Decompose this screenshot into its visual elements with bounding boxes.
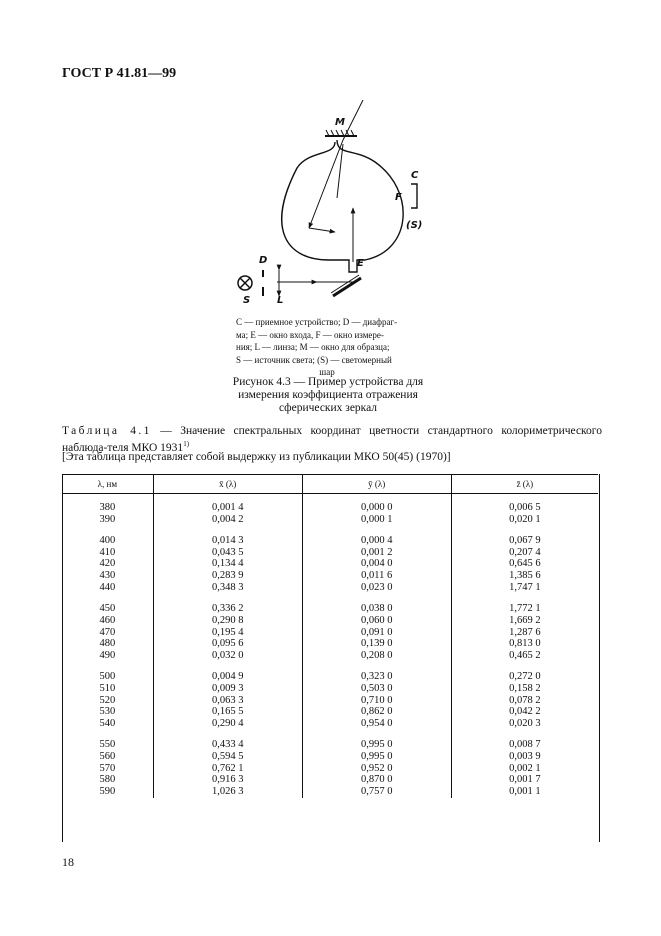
table-cell: 0,433 4 <box>153 739 302 751</box>
table-cell: 0,134 4 <box>153 558 302 570</box>
label-s: S <box>243 295 251 305</box>
table-cell: 0,003 9 <box>451 751 598 763</box>
label-d: D <box>259 255 268 266</box>
table-cell: 550 <box>99 739 116 751</box>
table-caption-text: — Значение спектральных координат цветности стандартного колориметрического наблюда-теля МКО 1931 <box>62 425 602 454</box>
table-cell: 0,208 0 <box>302 650 451 662</box>
table-row <box>62 763 598 775</box>
table-cell: 0,165 5 <box>153 706 302 718</box>
table-cell: 570 <box>99 762 116 774</box>
label-s-sphere: (S) <box>406 220 423 231</box>
table-cell: 380 <box>99 502 116 513</box>
table-cell: 0,762 1 <box>153 763 302 775</box>
table-row <box>62 695 598 707</box>
table-cell: 0,465 2 <box>451 650 598 662</box>
cie-table <box>62 474 598 798</box>
table-cell: 0,195 4 <box>153 627 302 639</box>
table-cell: 0,063 3 <box>153 695 302 707</box>
table-cell: 0,158 2 <box>451 683 598 695</box>
table-cell: 560 <box>99 751 116 763</box>
table-cell: 0,503 0 <box>302 683 451 695</box>
table-cell: 450 <box>99 603 116 615</box>
group-gap <box>62 662 598 672</box>
table-cell: 0,000 4 <box>302 535 451 547</box>
legend-line: ния; L — линза; M — окно для образца; <box>236 342 390 352</box>
table-cell: 420 <box>99 558 116 570</box>
table-cell: 0,283 9 <box>153 570 302 582</box>
table-row <box>62 718 598 730</box>
table-cell: 0,001 2 <box>302 547 451 559</box>
table-cell: 0,290 8 <box>153 615 302 627</box>
light-source <box>238 276 252 290</box>
table-cell: 410 <box>99 546 116 558</box>
table-cell: 0,862 0 <box>302 706 451 718</box>
table-cell: 0,004 0 <box>302 558 451 570</box>
table-row <box>62 706 598 718</box>
table-row <box>62 786 598 798</box>
table-row <box>62 570 598 582</box>
table-cell: 0,336 2 <box>153 603 302 615</box>
table-label: Таблица 4.1 <box>62 425 152 437</box>
label-c: C <box>411 170 419 181</box>
table-cell: 0,916 3 <box>153 774 302 786</box>
label-m: M <box>335 117 345 128</box>
table-cell: 590 <box>99 786 116 798</box>
table-cell: 540 <box>99 718 116 730</box>
table-cell: 0,995 0 <box>302 751 451 763</box>
table-cell: 510 <box>99 682 116 694</box>
group-gap <box>62 594 598 604</box>
table-cell: 500 <box>99 671 116 683</box>
legend-line: S — источник света; (S) — светомерный <box>236 354 392 365</box>
table-cell: 1,385 6 <box>451 570 598 582</box>
table-row <box>62 582 598 594</box>
table-cell: 0,020 3 <box>451 718 598 730</box>
table-row <box>62 751 598 763</box>
table-cell: 470 <box>99 626 116 638</box>
table-cell: 440 <box>99 581 116 593</box>
table-cell: 0,954 0 <box>302 718 451 730</box>
table-row <box>62 615 598 627</box>
table-cell: 0,020 1 <box>451 514 598 526</box>
table-cell: 0,139 0 <box>302 638 451 650</box>
column-header: λ, нм <box>62 475 153 494</box>
table-row <box>62 650 598 662</box>
table-cell: 530 <box>99 706 116 718</box>
table-cell: 400 <box>99 535 116 546</box>
page-number: 18 <box>62 855 74 869</box>
table-cell: 0,207 4 <box>451 547 598 559</box>
table-cell: 0,004 9 <box>153 671 302 683</box>
table-row <box>62 547 598 559</box>
table-cell: 1,026 3 <box>153 786 302 798</box>
group-gap <box>62 525 598 535</box>
entrance-mirror <box>333 278 361 296</box>
table-cell: 0,813 0 <box>451 638 598 650</box>
table-cell: 580 <box>99 774 116 786</box>
table-cell: 1,747 1 <box>451 582 598 594</box>
table-cell: 0,952 0 <box>302 763 451 775</box>
table-row <box>62 535 598 547</box>
table-cell: 0,323 0 <box>302 671 451 683</box>
sphere-device-figure <box>225 100 435 305</box>
table-row <box>62 514 598 526</box>
group-gap <box>62 730 598 740</box>
table-row <box>62 683 598 695</box>
label-l: L <box>277 295 284 305</box>
table-row <box>62 774 598 786</box>
table-cell: 0,272 0 <box>451 671 598 683</box>
legend-line: C — приемное устройство; D — диафраг- <box>236 317 398 327</box>
table-cell: 0,042 2 <box>451 706 598 718</box>
table-cell: 0,091 0 <box>302 627 451 639</box>
figure-legend <box>236 316 418 379</box>
table-cell: 0,038 0 <box>302 603 451 615</box>
table-cell: 0,001 1 <box>451 786 598 798</box>
table-row <box>62 638 598 650</box>
table-cell: 0,000 1 <box>302 514 451 526</box>
table-cell: 0,001 4 <box>153 494 302 514</box>
table-cell: 0,043 5 <box>153 547 302 559</box>
figure-caption: Рисунок 4.3 — Пример устройства для измерения коэффициента отражения сферических зеркал <box>232 376 424 414</box>
table-cell: 0,008 7 <box>451 739 598 751</box>
table-cell: 0,348 3 <box>153 582 302 594</box>
column-header: x̄ (λ) <box>153 475 302 494</box>
table-cell: 0,032 0 <box>153 650 302 662</box>
table-row <box>62 558 598 570</box>
table-row <box>62 494 598 514</box>
legend-line: ма; E — окно входа, F — окно измере- <box>236 329 384 340</box>
table-cell: 0,006 5 <box>451 494 598 514</box>
table-cell: 0,757 0 <box>302 786 451 798</box>
table-row <box>62 739 598 751</box>
table-cell: 0,002 1 <box>451 763 598 775</box>
table-row <box>62 671 598 683</box>
table-cell: 0,870 0 <box>302 774 451 786</box>
table-cell: 0,645 6 <box>451 558 598 570</box>
table-cell: 0,290 4 <box>153 718 302 730</box>
table-cell: 460 <box>99 614 116 626</box>
receiver-window <box>411 184 417 208</box>
label-e: E <box>357 258 364 269</box>
table-row <box>62 627 598 639</box>
table-cell: 0,011 6 <box>302 570 451 582</box>
table-cell: 0,004 2 <box>153 514 302 526</box>
table-cell: 0,023 0 <box>302 582 451 594</box>
table-subtitle: [Эта таблица представляет собой выдержку из публикации МКО 50(45) (1970)] <box>62 451 451 463</box>
footnote-mark: 1) <box>183 440 190 448</box>
table-cell: 490 <box>99 649 116 661</box>
column-header: ȳ (λ) <box>302 475 451 494</box>
table-cell: 1,287 6 <box>451 627 598 639</box>
table-cell: 0,001 7 <box>451 774 598 786</box>
legend-line: шар <box>319 367 335 377</box>
table-row <box>62 603 598 615</box>
table-cell: 1,772 1 <box>451 603 598 615</box>
table-cell: 1,669 2 <box>451 615 598 627</box>
table-cell: 0,594 5 <box>153 751 302 763</box>
table-cell: 0,067 9 <box>451 535 598 547</box>
table-cell: 0,014 3 <box>153 535 302 547</box>
table-cell: 0,095 6 <box>153 638 302 650</box>
table-cell: 0,710 0 <box>302 695 451 707</box>
table-cell: 430 <box>99 570 116 582</box>
column-header: z̄ (λ) <box>451 475 598 494</box>
table-cell: 0,078 2 <box>451 695 598 707</box>
table-cell: 0,995 0 <box>302 739 451 751</box>
document-header: ГОСТ Р 41.81—99 <box>62 66 177 81</box>
table-cell: 0,009 3 <box>153 683 302 695</box>
table-cell: 0,060 0 <box>302 615 451 627</box>
table-cell: 520 <box>99 694 116 706</box>
table-cell: 480 <box>99 638 116 650</box>
table-cell: 390 <box>99 513 116 525</box>
sphere-outline <box>282 140 403 272</box>
label-f: F <box>395 192 402 203</box>
table-cell: 0,000 0 <box>302 494 451 514</box>
